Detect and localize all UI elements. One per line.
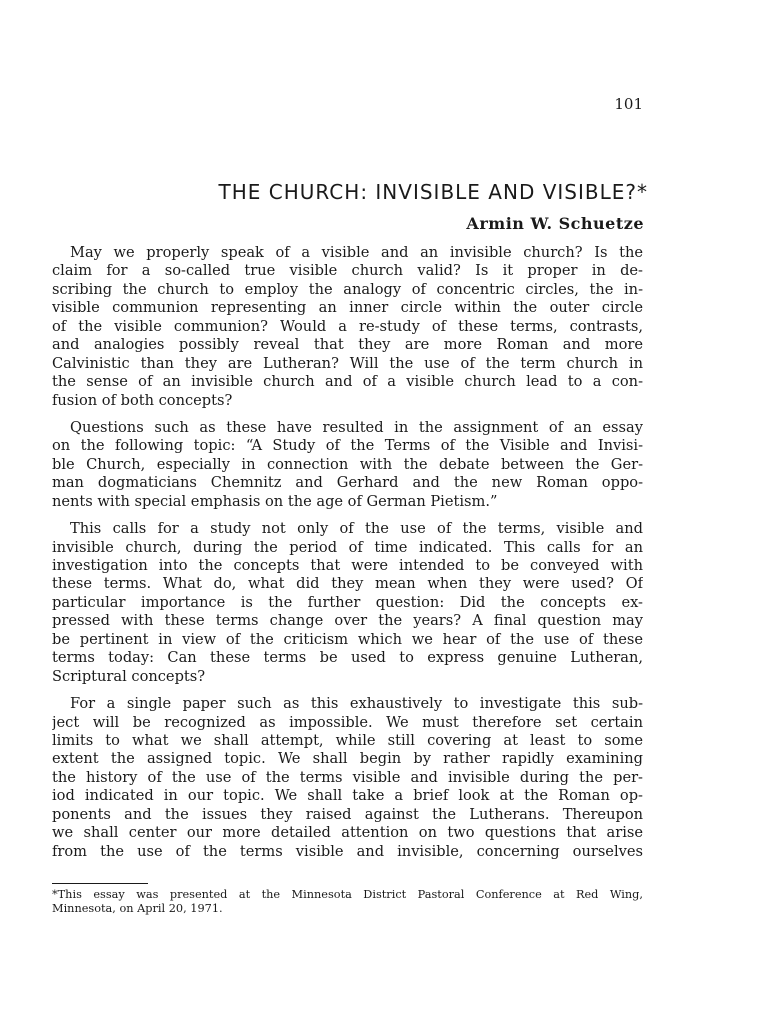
article-author: Armin W. Schuetze bbox=[466, 214, 644, 233]
text-line: from the use of the terms visible and invisible, concerning ourselves bbox=[52, 842, 643, 860]
paragraph-3 bbox=[52, 520, 643, 686]
text-line: fusion of both concepts? bbox=[52, 391, 233, 409]
text-line: of the visible communion? Would a re-study of these terms, contrasts, bbox=[52, 317, 643, 335]
text-line: May we properly speak of a visible and an invisible church? Is the bbox=[70, 244, 643, 261]
text-line: particular importance is the further question: Did the concepts ex- bbox=[52, 593, 643, 611]
text-line: limits to what we shall attempt, while still covering at least to some bbox=[52, 731, 643, 749]
footnote-line: Minnesota, on April 20, 1971. bbox=[52, 902, 223, 915]
text-line: man dogmaticians Chemnitz and Gerhard and the new Roman oppo- bbox=[52, 474, 643, 492]
text-line: the sense of an invisible church and of a visible church lead to a con- bbox=[52, 373, 643, 391]
footnote bbox=[52, 888, 643, 916]
text-line: Scriptural concepts? bbox=[52, 667, 206, 685]
text-line: For a single paper such as this exhaustively to investigate this sub- bbox=[70, 695, 643, 713]
text-line: claim for a so-called true visible church valid? Is it proper in de- bbox=[52, 262, 643, 280]
text-line: visible communion representing an inner circle within the outer circle bbox=[52, 299, 643, 317]
text-line: ble Church, especially in connection with the debate between the Ger- bbox=[52, 455, 643, 473]
text-line: Questions such as these have resulted in the assignment of an essay bbox=[70, 418, 643, 436]
text-line: pressed with these terms change over the years? A final question may bbox=[52, 612, 643, 630]
footnote-line: *This essay was presented at the Minnesota District Pastoral Conference at Red Wing, bbox=[52, 888, 643, 901]
text-line: iod indicated in our topic. We shall take a brief look at the Roman op- bbox=[52, 787, 643, 805]
text-line: invisible church, during the period of time indicated. This calls for an bbox=[52, 538, 643, 556]
text-line: extent the assigned topic. We shall begin by rather rapidly examining bbox=[52, 750, 643, 768]
text-line: nents with special emphasis on the age of German Pietism.” bbox=[52, 492, 498, 510]
text-line: the history of the use of the terms visible and invisible during the per- bbox=[52, 768, 643, 786]
paragraph-2 bbox=[52, 419, 643, 511]
text-line: investigation into the concepts that were intended to be conveyed with bbox=[52, 557, 643, 574]
text-line: scribing the church to employ the analogy of concentric circles, the in- bbox=[52, 280, 643, 298]
text-line: and analogies possibly reveal that they are more Roman and more bbox=[52, 336, 643, 354]
text-line: ponents and the issues they raised against the Lutherans. Thereupon bbox=[52, 805, 643, 823]
paragraph-4 bbox=[52, 695, 643, 861]
footnote-divider bbox=[52, 883, 148, 884]
article-body bbox=[52, 244, 643, 870]
text-line: This calls for a study not only of the use of the terms, visible and bbox=[70, 520, 643, 538]
page-number: 101 bbox=[614, 95, 643, 113]
text-line: ject will be recognized as impossible. We must therefore set certain bbox=[52, 713, 643, 731]
text-line: these terms. What do, what did they mean when they were used? Of bbox=[52, 575, 643, 593]
text-line: Calvinistic than they are Lutheran? Will the use of the term church in bbox=[52, 354, 643, 372]
text-line: we shall center our more detailed attention on two questions that arise bbox=[52, 824, 643, 842]
text-line: terms today: Can these terms be used to express genuine Lutheran, bbox=[52, 649, 643, 667]
article-title: THE CHURCH: INVISIBLE AND VISIBLE?* bbox=[218, 180, 648, 204]
text-line: be pertinent in view of the criticism which we hear of the use of these bbox=[52, 630, 643, 648]
text-line: on the following topic: “A Study of the Terms of the Visible and Invisi- bbox=[52, 437, 643, 455]
paragraph-1 bbox=[52, 244, 643, 410]
